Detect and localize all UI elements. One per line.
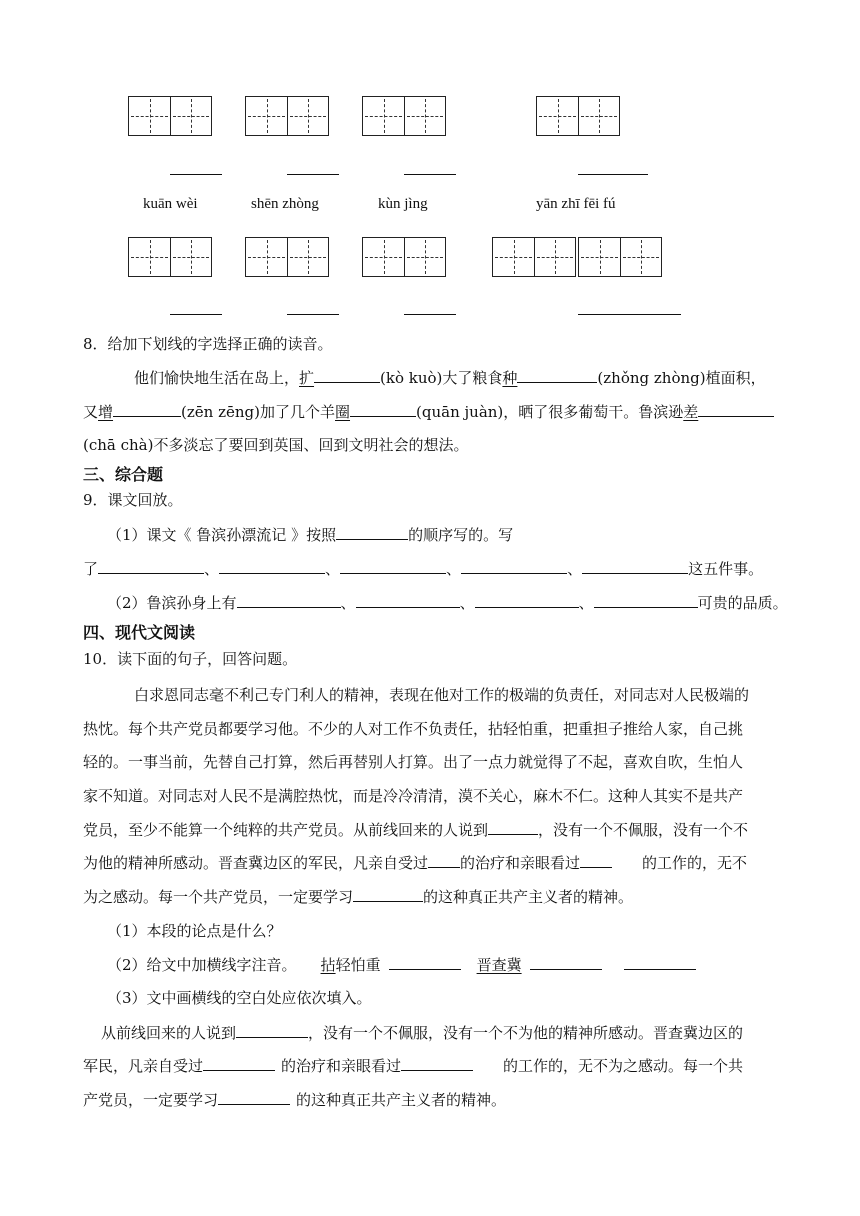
section-heading-3: 三、综合题 xyxy=(83,465,164,484)
q10-para-line: 家不知道。对同志对人民不是满腔热忱，而是冷冷清清，漠不关心，麻木不仁。这种人其实不是共产 xyxy=(83,787,744,805)
answer-line[interactable] xyxy=(404,173,456,175)
answer-line[interactable] xyxy=(578,173,648,175)
q8-line-1: 他们愉快地生活在岛上，扩 (kò kuò)大了粮食种 (zhǒng zhòng)植面积， xyxy=(134,369,766,387)
pinyin-kun-jing: kùn jìng xyxy=(378,196,428,212)
q8-word-1: 扩 xyxy=(299,369,315,387)
q9-blank-event-1[interactable] xyxy=(98,558,204,574)
answer-line[interactable] xyxy=(404,313,456,315)
q8-blank-3[interactable] xyxy=(113,401,181,417)
char-grid-5[interactable] xyxy=(128,237,212,277)
q10-word-nian: 拈 xyxy=(320,956,336,974)
char-grid-7[interactable] xyxy=(362,237,446,277)
q8-line-3: (chā chà)不多淡忘了要回到英国、回到文明社会的想法。 xyxy=(83,436,469,454)
char-grid-2[interactable] xyxy=(245,96,329,136)
answer-line[interactable] xyxy=(287,173,339,175)
q10-para-blank-1[interactable] xyxy=(488,819,538,835)
pinyin-shen-zhong: shēn zhòng xyxy=(251,196,319,212)
q10-pinyin-blank-1[interactable] xyxy=(389,954,461,970)
q9-events: 了 、 、 、 、 这五件事。 xyxy=(83,560,764,578)
q10-fill-line-2: 军民，凡亲自受过 的治疗和亲眼看过 的工作的，无不为之感动。每一个共 xyxy=(83,1057,744,1075)
q9-sub-1: （1）课文《 鲁滨孙漂流记 》按照 的顺序写的。写 xyxy=(107,526,514,544)
section-heading-4: 四、现代文阅读 xyxy=(83,623,196,642)
q8-blank-5[interactable] xyxy=(698,401,774,417)
q10-fill-line-3: 产党员，一定要学习 的这种真正共产主义者的精神。 xyxy=(83,1091,507,1109)
answer-line[interactable] xyxy=(170,313,222,315)
q10-pinyin-blank-2[interactable] xyxy=(530,954,602,970)
q8-title: 8．给加下划线的字选择正确的读音。 xyxy=(83,335,333,353)
q10-para-line: 白求恩同志毫不利己专门利人的精神，表现在他对工作的极端的负责任，对同志对人民极端的 xyxy=(134,686,750,704)
q10-para-blank-2[interactable] xyxy=(428,852,460,868)
q10-para-line: 轻的。一事当前，先替自己打算，然后再替别人打算。出了一点力就觉得了不起，喜欢自吹，生怕人 xyxy=(83,753,744,771)
q9-blank-event-2[interactable] xyxy=(219,558,325,574)
q10-fill-blank-1[interactable] xyxy=(236,1022,308,1038)
q10-para-line: 为他的精神所感动。晋查冀边区的军民，凡亲自受过 的治疗和亲眼看过 的工作的，无不 xyxy=(83,854,748,872)
q8-word-2: 种 xyxy=(502,369,518,387)
char-grid-1[interactable] xyxy=(128,96,212,136)
q8-blank-2[interactable] xyxy=(517,367,597,383)
q9-blank-event-5[interactable] xyxy=(582,558,688,574)
q8-word-5: 差 xyxy=(683,403,699,421)
q8-blank-1[interactable] xyxy=(314,367,380,383)
char-grid-9[interactable] xyxy=(578,237,662,277)
q9-sub-2: （2）鲁滨孙身上有 、 、 、 可贵的品质。 xyxy=(107,594,788,612)
q9-blank-quality-4[interactable] xyxy=(594,592,698,608)
pinyin-kuan-wei: kuān wèi xyxy=(143,196,198,212)
q8-blank-4[interactable] xyxy=(350,401,416,417)
q9-blank-quality-3[interactable] xyxy=(475,592,579,608)
answer-line[interactable] xyxy=(170,173,222,175)
q10-para-line: 党员，至少不能算一个纯粹的共产党员。从前线回来的人说到 ，没有一个不佩服，没有一个不 xyxy=(83,821,749,839)
q10-sub-2: （2）给文中加横线字注音。 拈轻怕重 晋查冀 xyxy=(107,954,696,975)
q10-title: 10．读下面的句子，回答问题。 xyxy=(83,650,298,668)
q10-fill-blank-4[interactable] xyxy=(218,1089,290,1105)
q9-blank-quality-1[interactable] xyxy=(237,592,341,608)
q8-line-2: 又增 (zēn zēng)加了几个羊圈 (quān juàn)，晒了很多葡萄干。鲁滨逊差 xyxy=(83,401,774,422)
q10-sub-1: （1）本段的论点是什么？ xyxy=(107,922,282,940)
q10-pinyin-blank-3[interactable] xyxy=(624,954,696,970)
q9-blank-event-3[interactable] xyxy=(340,558,446,574)
q10-fill-blank-3[interactable] xyxy=(401,1055,473,1071)
answer-line[interactable] xyxy=(578,313,681,315)
q10-sub-3: （3）文中画横线的空白处应依次填入。 xyxy=(107,989,372,1007)
q10-para-line: 为之感动。每一个共产党员，一定要学习 的这种真正共产主义者的精神。 xyxy=(83,888,634,906)
q9-blank-event-4[interactable] xyxy=(461,558,567,574)
pinyin-yan-zhi-fei-fu: yān zhī fēi fú xyxy=(536,196,616,212)
char-grid-6[interactable] xyxy=(245,237,329,277)
answer-line[interactable] xyxy=(287,313,339,315)
q9-title: 9．课文回放。 xyxy=(83,491,183,509)
q10-para-line: 热忱。每个共产党员都要学习他。不少的人对工作不负责任，拈轻怕重，把重担子推给人家，自己挑 xyxy=(83,720,744,738)
q10-word-jin-cha-ji: 晋查冀 xyxy=(476,956,522,974)
q8-word-3: 增 xyxy=(98,403,114,421)
q10-para-blank-4[interactable] xyxy=(353,886,423,902)
char-grid-4[interactable] xyxy=(536,96,620,136)
q10-fill-blank-2[interactable] xyxy=(203,1055,275,1071)
char-grid-8[interactable] xyxy=(492,237,576,277)
q8-word-4: 圈 xyxy=(335,403,351,421)
q9-blank-quality-2[interactable] xyxy=(356,592,460,608)
q10-para-blank-3[interactable] xyxy=(580,852,612,868)
q9-blank-order[interactable] xyxy=(336,524,408,540)
q10-fill-line-1: 从前线回来的人说到 ，没有一个不佩服，没有一个不为他的精神所感动。晋查冀边区的 xyxy=(101,1024,744,1042)
char-grid-3[interactable] xyxy=(362,96,446,136)
